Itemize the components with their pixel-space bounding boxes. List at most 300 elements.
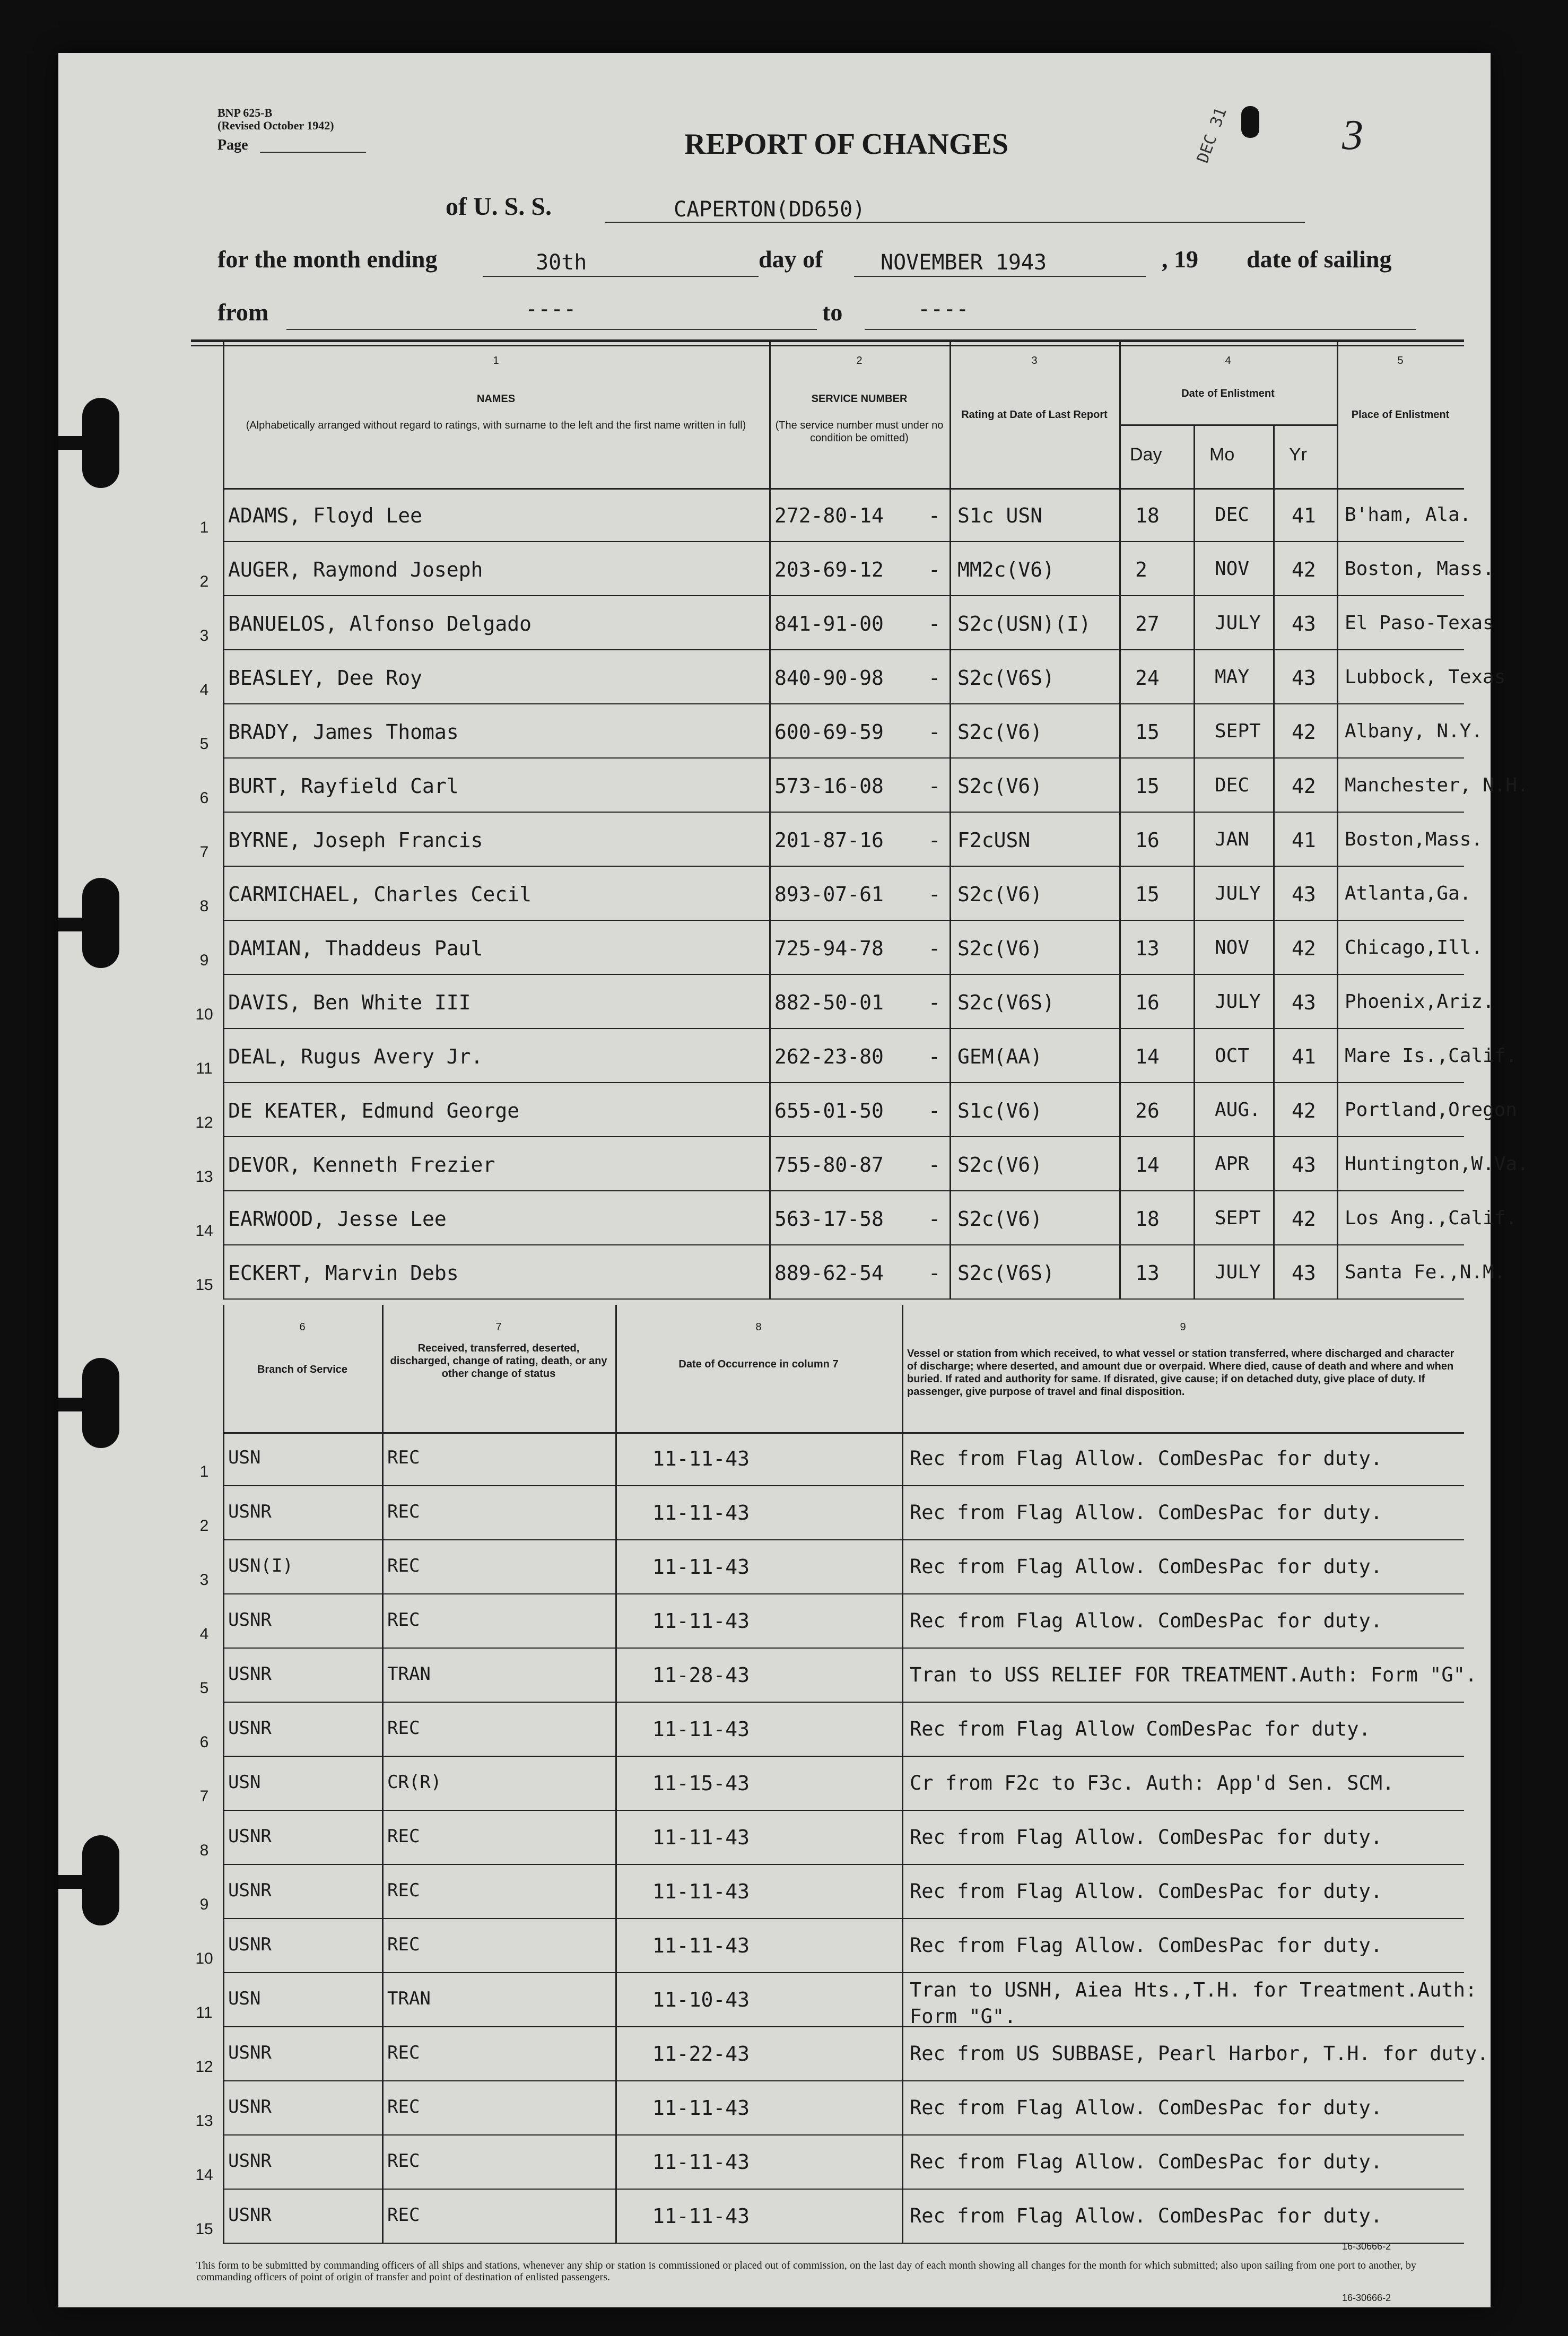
column-note: (The service number must under no condition be omitted) [775,420,944,444]
name-cell: BURT, Rayfield Carl [228,774,459,798]
status-cell: REC [387,1609,420,1631]
row-number: 1 [199,519,209,536]
ship-name: CAPERTON(DD650) [674,197,866,222]
branch-cell: USNR [228,2204,272,2226]
month-ending-label: for the month ending [217,246,438,273]
received-stamp: DEC 31 [1194,105,1231,165]
enlist-month-cell: APR [1215,1153,1250,1175]
branch-cell: USNR [228,1718,272,1739]
name-cell: BANUELOS, Alfonso Delgado [228,612,532,635]
remarks-cell: Rec from Flag Allow. ComDesPac for duty. [910,1826,1383,1849]
date-of-sailing-label: date of sailing [1247,246,1392,273]
enlist-day-cell: 15 [1135,720,1160,744]
remarks-cell: Rec from Flag Allow. ComDesPac for duty. [910,1555,1383,1578]
branch-cell: USNR [228,2096,272,2117]
enlist-year-cell: 43 [1292,991,1316,1014]
enlist-year-header: Yr [1289,444,1307,465]
column-number: 6 [299,1321,306,1333]
binder-clip [58,436,117,450]
enlist-day-cell: 14 [1135,1045,1160,1068]
enlist-day-cell: 16 [1135,829,1160,852]
rating-cell: S2c(V6) [957,1153,1043,1176]
enlist-year-cell: 43 [1292,666,1316,690]
row-number: 5 [199,1679,209,1697]
row-number: 9 [199,1896,209,1913]
service-number-cell: 841-91-00 [774,612,884,635]
name-cell: EARWOOD, Jesse Lee [228,1207,447,1231]
status-cell: TRAN [387,1663,431,1685]
table-row [191,1486,1464,1540]
remarks-cell: Cr from F2c to F3c. Auth: App'd Sen. SCM. [910,1772,1395,1794]
service-number-cell: 725-94-78 [774,937,884,960]
table-row [191,975,1494,1029]
status-cell: REC [387,1555,420,1576]
column-number: 3 [1031,355,1038,367]
remarks-cell-continued: Form "G". [910,2005,1016,2028]
branch-cell: USNR [228,1501,272,1522]
branch-cell: USN(I) [228,1555,293,1576]
enlist-year-cell: 41 [1292,1045,1316,1068]
column-number: 9 [1180,1321,1186,1333]
row-number: 8 [199,897,209,915]
enlist-month-cell: DEC [1215,774,1250,796]
place-cell: Santa Fe.,N.M. [1345,1261,1506,1283]
status-cell: REC [387,2042,420,2063]
form-revised: (Revised October 1942) [217,119,334,132]
enlist-month-cell: NOV [1215,558,1250,580]
place-cell: Phoenix,Ariz. [1345,991,1494,1013]
enlist-month-cell: SEPT [1215,720,1261,742]
table-row [191,1540,1464,1594]
changes-table [191,1305,1489,2260]
rating-cell: S2c(USN)(I) [957,612,1091,635]
to-value: ---- [918,297,969,321]
branch-cell: USN [228,1772,261,1793]
name-cell: BYRNE, Joseph Francis [228,829,483,852]
row-number: 11 [196,2004,213,2021]
occurrence-date-cell: 11-11-43 [652,1555,750,1579]
remarks-cell: Rec from Flag Allow. ComDesPac for duty. [910,1609,1383,1632]
occurrence-date-cell: 11-11-43 [652,1501,750,1524]
rating-cell: S2c(V6) [957,774,1043,798]
occurrence-date-cell: 11-11-43 [652,1718,750,1741]
occurrence-date-cell: 11-11-43 [652,1880,750,1903]
column-header: Vessel or station from which received, to what vessel or station transferred, where discharged and character of discharge; where deserted, and amount due or overpaid. Where died, cause of death and where and when buried. If rated and authority for same. If disrated, give cause; if on detached duty, give place of duty. If passenger, give purpose of travel and final disposition. [907,1348,1454,1398]
enlist-year-cell: 41 [1292,829,1316,852]
of-uss-label: of U. S. S. [446,193,552,221]
service-number-cell: 655-01-50 [774,1099,884,1122]
occurrence-date-cell: 11-11-43 [652,1826,750,1849]
remarks-cell: Rec from Flag Allow. ComDesPac for duty. [910,1447,1383,1470]
branch-cell: USNR [228,1609,272,1631]
row-number: 3 [199,627,209,644]
column-header: SERVICE NUMBER [811,393,908,405]
row-number: 7 [199,1788,209,1805]
column-header: NAMES [476,393,516,405]
column-header: Place of Enlistment [1351,409,1450,421]
name-cell: ADAMS, Floyd Lee [228,504,423,527]
rating-cell: S1c USN [957,504,1043,527]
service-dash: - [928,991,940,1014]
branch-cell: USNR [228,1934,272,1955]
occurrence-date-cell: 11-28-43 [652,1663,750,1687]
status-cell: REC [387,1880,420,1901]
to-field-line [865,329,1416,330]
row-number: 2 [199,1517,209,1535]
remarks-cell: Rec from Flag Allow. ComDesPac for duty. [910,2150,1383,2173]
day-field-line [483,276,759,277]
column-header: Rating at Date of Last Report [961,409,1108,421]
occurrence-date-cell: 11-11-43 [652,2150,750,2174]
row-number: 7 [199,843,209,861]
enlist-day-cell: 16 [1135,991,1160,1014]
name-cell: AUGER, Raymond Joseph [228,558,483,581]
remarks-cell: Rec from Flag Allow. ComDesPac for duty. [910,1501,1383,1524]
service-number-cell: 201-87-16 [774,829,884,852]
footer-code-top: 16-30666-2 [1342,2241,1391,2252]
occurrence-date-cell: 11-11-43 [652,2096,750,2120]
service-number-cell: 573-16-08 [774,774,884,798]
day-of-label: day of [759,246,823,273]
status-cell: REC [387,1447,420,1468]
row-number: 14 [195,1222,213,1240]
column-header: Branch of Service [257,1364,348,1375]
report-of-changes-page [58,53,1529,2307]
enlist-month-cell: OCT [1215,1045,1250,1067]
occurrence-date-cell: 11-11-43 [652,2204,750,2228]
enlist-month-cell: JULY [1215,612,1261,634]
service-number-cell: 889-62-54 [774,1261,884,1285]
column-number: 5 [1397,355,1404,367]
table-row [191,596,1494,650]
row-number: 15 [195,1276,213,1294]
name-cell: ECKERT, Marvin Debs [228,1261,459,1285]
enlist-year-cell: 42 [1292,1207,1316,1231]
remarks-cell: Rec from Flag Allow. ComDesPac for duty. [910,2096,1383,2119]
table-row [191,1245,1506,1300]
remarks-cell: Tran to USS RELIEF FOR TREATMENT.Auth: Form "G". [910,1663,1477,1686]
place-cell: Lubbock, Texas [1345,666,1506,688]
from-value: ---- [525,297,577,321]
status-cell: CR(R) [387,1772,442,1793]
row-number: 12 [195,2058,213,2076]
enlist-month-cell: SEPT [1215,1207,1261,1229]
enlist-year-cell: 41 [1292,504,1316,527]
row-number: 11 [196,1060,213,1077]
place-cell: El Paso-Texas [1345,612,1494,634]
enlist-year-cell: 43 [1292,883,1316,906]
to-label: to [822,299,843,326]
place-cell: Atlanta,Ga. [1345,883,1471,904]
table-row [191,759,1529,813]
enlist-day-cell: 27 [1135,612,1160,635]
service-dash: - [928,720,940,744]
rating-cell: S2c(V6S) [957,1261,1055,1285]
table-row [191,1649,1477,1703]
name-cell: DAVIS, Ben White III [228,991,471,1014]
branch-cell: USNR [228,2150,272,2172]
remarks-cell: Rec from Flag Allow. ComDesPac for duty. [910,1934,1383,1957]
column-number: 4 [1225,355,1231,367]
place-cell: Boston,Mass. [1345,829,1483,850]
table-row [191,1919,1464,1973]
row-number: 10 [195,1950,213,1967]
table-row [191,1973,1477,2028]
rating-cell: MM2c(V6) [957,558,1055,581]
enlist-month-cell: DEC [1215,504,1250,526]
column-number: 8 [755,1321,762,1333]
enlist-month-header: Mo [1209,444,1235,465]
binder-clip [58,918,117,931]
table-row [191,867,1471,921]
table-row [191,1594,1464,1649]
name-cell: DEAL, Rugus Avery Jr. [228,1045,483,1068]
enlist-month-cell: NOV [1215,937,1250,958]
row-line [223,2243,1464,2244]
branch-cell: USN [228,1447,261,1468]
row-number: 2 [199,573,209,590]
table-row [191,2027,1489,2081]
service-number-cell: 882-50-01 [774,991,884,1014]
service-number-cell: 262-23-80 [774,1045,884,1068]
place-cell: Los Ang.,Calif. [1345,1207,1518,1229]
binder-clip [58,1398,117,1411]
row-number: 15 [195,2220,213,2238]
enlist-month-cell: JAN [1215,829,1250,850]
enlist-month-cell: JULY [1215,991,1261,1013]
handwritten-page-number: 3 [1342,112,1363,159]
service-dash: - [928,612,940,635]
service-dash: - [928,1261,940,1285]
table-row [191,2135,1464,2190]
rating-cell: S2c(V6) [957,720,1043,744]
name-cell: CARMICHAEL, Charles Cecil [228,883,532,906]
row-number: 13 [195,1168,213,1186]
column-header: Date of Occurrence in column 7 [678,1358,839,1370]
status-cell: REC [387,1718,420,1739]
table-row [191,1432,1464,1486]
enlist-year-cell: 43 [1292,612,1316,635]
service-dash: - [928,666,940,690]
enlist-year-cell: 42 [1292,1099,1316,1122]
enlist-day-cell: 18 [1135,1207,1160,1231]
enlist-day-cell: 18 [1135,504,1160,527]
service-dash: - [928,558,940,581]
remarks-cell: Rec from Flag Allow ComDesPac for duty. [910,1718,1371,1740]
status-cell: REC [387,1501,420,1522]
rating-cell: GEM(AA) [957,1045,1043,1068]
row-number: 8 [199,1842,209,1859]
branch-cell: USNR [228,1880,272,1901]
column-number: 1 [493,355,499,367]
row-number: 3 [199,1571,209,1589]
service-number-cell: 840-90-98 [774,666,884,690]
status-cell: REC [387,1826,420,1847]
status-cell: REC [387,2204,420,2226]
branch-cell: USNR [228,1663,272,1685]
remarks-cell: Rec from Flag Allow. ComDesPac for duty. [910,1880,1383,1903]
column-note: (Alphabetically arranged without regard to ratings, with surname to the left and the first name written in full) [246,420,746,431]
enlist-month-cell: AUG. [1215,1099,1261,1121]
name-cell: DEVOR, Kenneth Frezier [228,1153,495,1176]
occurrence-date-cell: 11-11-43 [652,1609,750,1633]
month-year: NOVEMBER 1943 [881,250,1047,275]
page-field-line [260,152,366,153]
name-cell: DAMIAN, Thaddeus Paul [228,937,483,960]
service-dash: - [928,1099,940,1122]
rating-cell: S2c(V6S) [957,666,1055,690]
place-cell: Albany, N.Y. [1345,720,1483,742]
enlist-day-cell: 15 [1135,774,1160,798]
service-dash: - [928,937,940,960]
service-number-cell: 755-80-87 [774,1153,884,1176]
enlist-day-cell: 13 [1135,937,1160,960]
table-row [191,704,1483,759]
row-number: 12 [195,1114,213,1131]
from-label: from [217,299,269,326]
table-row [191,1029,1518,1083]
table-row [191,488,1471,542]
enlist-day-cell: 24 [1135,666,1160,690]
occurrence-date-cell: 11-22-43 [652,2042,750,2065]
table-row [191,2190,1464,2244]
column-number: 2 [856,355,863,367]
service-number-cell: 893-07-61 [774,883,884,906]
rating-cell: S2c(V6) [957,883,1043,906]
ship-field-line [605,222,1305,223]
place-cell: Boston, Mass. [1345,558,1494,580]
table-top-border [191,339,1464,342]
table-row [191,650,1506,704]
row-number: 5 [199,735,209,753]
service-dash: - [928,1207,940,1231]
place-cell: Chicago,Ill. [1345,937,1483,958]
table-row [191,1865,1464,1919]
name-cell: BEASLEY, Dee Roy [228,666,423,690]
column-header: Date of Enlistment [1181,388,1275,399]
row-number: 6 [199,789,209,807]
enlist-day-cell: 26 [1135,1099,1160,1122]
service-dash: - [928,1045,940,1068]
table-row [191,1811,1464,1865]
rating-cell: S1c(V6) [957,1099,1043,1122]
remarks-cell: Tran to USNH, Aiea Hts.,T.H. for Treatment.Auth: [910,1978,1477,2001]
table-row [191,1703,1464,1757]
occurrence-date-cell: 11-10-43 [652,1988,750,2011]
place-cell: Mare Is.,Calif. [1345,1045,1518,1067]
enlist-day-cell: 15 [1135,883,1160,906]
service-number-cell: 203-69-12 [774,558,884,581]
row-number: 4 [199,1625,209,1643]
branch-cell: USNR [228,2042,272,2063]
enlist-year-cell: 43 [1292,1153,1316,1176]
row-number: 6 [199,1733,209,1751]
service-number-cell: 272-80-14 [774,504,884,527]
page-title: REPORT OF CHANGES [684,128,1008,161]
place-cell: B'ham, Ala. [1345,504,1471,526]
enlist-year-cell: 42 [1292,774,1316,798]
rating-cell: S2c(V6) [957,1207,1043,1231]
status-cell: REC [387,2150,420,2172]
year-label: , 19 [1162,246,1198,273]
table-row [191,2081,1464,2135]
occurrence-date-cell: 11-15-43 [652,1772,750,1795]
row-number: 10 [195,1006,213,1023]
enlist-sub-line [1119,424,1337,426]
remarks-cell: Rec from US SUBBASE, Pearl Harbor, T.H. for duty. [910,2042,1489,2065]
table-row [191,1137,1529,1191]
table-row [191,1757,1464,1811]
table-row [191,921,1483,975]
rating-cell: S2c(V6) [957,937,1043,960]
enlist-year-cell: 42 [1292,937,1316,960]
enlist-year-cell: 42 [1292,558,1316,581]
enlist-day-cell: 13 [1135,1261,1160,1285]
service-dash: - [928,774,940,798]
table-top-border [191,345,1464,346]
binder-clip [58,1875,117,1889]
row-number: 1 [199,1463,209,1480]
occurrence-date-cell: 11-11-43 [652,1447,750,1470]
service-number-cell: 600-69-59 [774,720,884,744]
service-number-cell: 563-17-58 [774,1207,884,1231]
enlist-day-cell: 14 [1135,1153,1160,1176]
place-cell: Portland,Oregon [1345,1099,1518,1121]
enlist-month-cell: JULY [1215,883,1261,904]
occurrence-date-cell: 11-11-43 [652,1934,750,1957]
place-cell: Manchester, N.H. [1345,774,1529,796]
row-number: 14 [195,2166,213,2184]
place-cell: Huntington,W.Va. [1345,1153,1529,1175]
enlist-day-cell: 2 [1135,558,1147,581]
ink-blot [1241,106,1259,138]
table-row [191,813,1483,867]
branch-cell: USN [228,1988,261,2009]
table-row [191,1191,1518,1245]
rating-cell: F2cUSN [957,829,1031,852]
page-label: Page [217,137,248,153]
remarks-cell: Rec from Flag Allow. ComDesPac for duty. [910,2204,1383,2227]
footer-code-bottom: 16-30666-2 [1342,2293,1391,2303]
service-dash: - [928,504,940,527]
row-number: 9 [199,952,209,969]
footer-note: This form to be submitted by commanding officers of all ships and stations, whenever any ship or station is commissioned or placed out of commission, on the last day of each month showing all changes for the month for which submitted; also upon sailing from one port to another, by commanding officers of point of origin of transfer and point of destination of enlisted passengers. [196,2260,1416,2283]
enlist-month-cell: MAY [1215,666,1250,688]
service-dash: - [928,829,940,852]
month-field-line [854,276,1146,277]
status-cell: REC [387,2096,420,2117]
from-field-line [286,329,817,330]
enlist-month-cell: JULY [1215,1261,1261,1283]
service-dash: - [928,1153,940,1176]
branch-cell: USNR [228,1826,272,1847]
enlist-day-header: Day [1130,444,1162,465]
status-cell: REC [387,1934,420,1955]
enlist-year-cell: 43 [1292,1261,1316,1285]
column-number: 7 [495,1321,502,1333]
table-row [191,542,1494,596]
table-row [191,1083,1518,1137]
enlist-year-cell: 42 [1292,720,1316,744]
row-number: 13 [195,2112,213,2130]
rating-cell: S2c(V6S) [957,991,1055,1014]
column-header: Received, transferred, deserted, discharged, change of rating, death, or any other change of status [390,1343,607,1380]
name-cell: DE KEATER, Edmund George [228,1099,520,1122]
name-cell: BRADY, James Thomas [228,720,459,744]
service-dash: - [928,883,940,906]
row-line [223,1298,1464,1300]
form-id: BNP 625-B [217,106,273,119]
